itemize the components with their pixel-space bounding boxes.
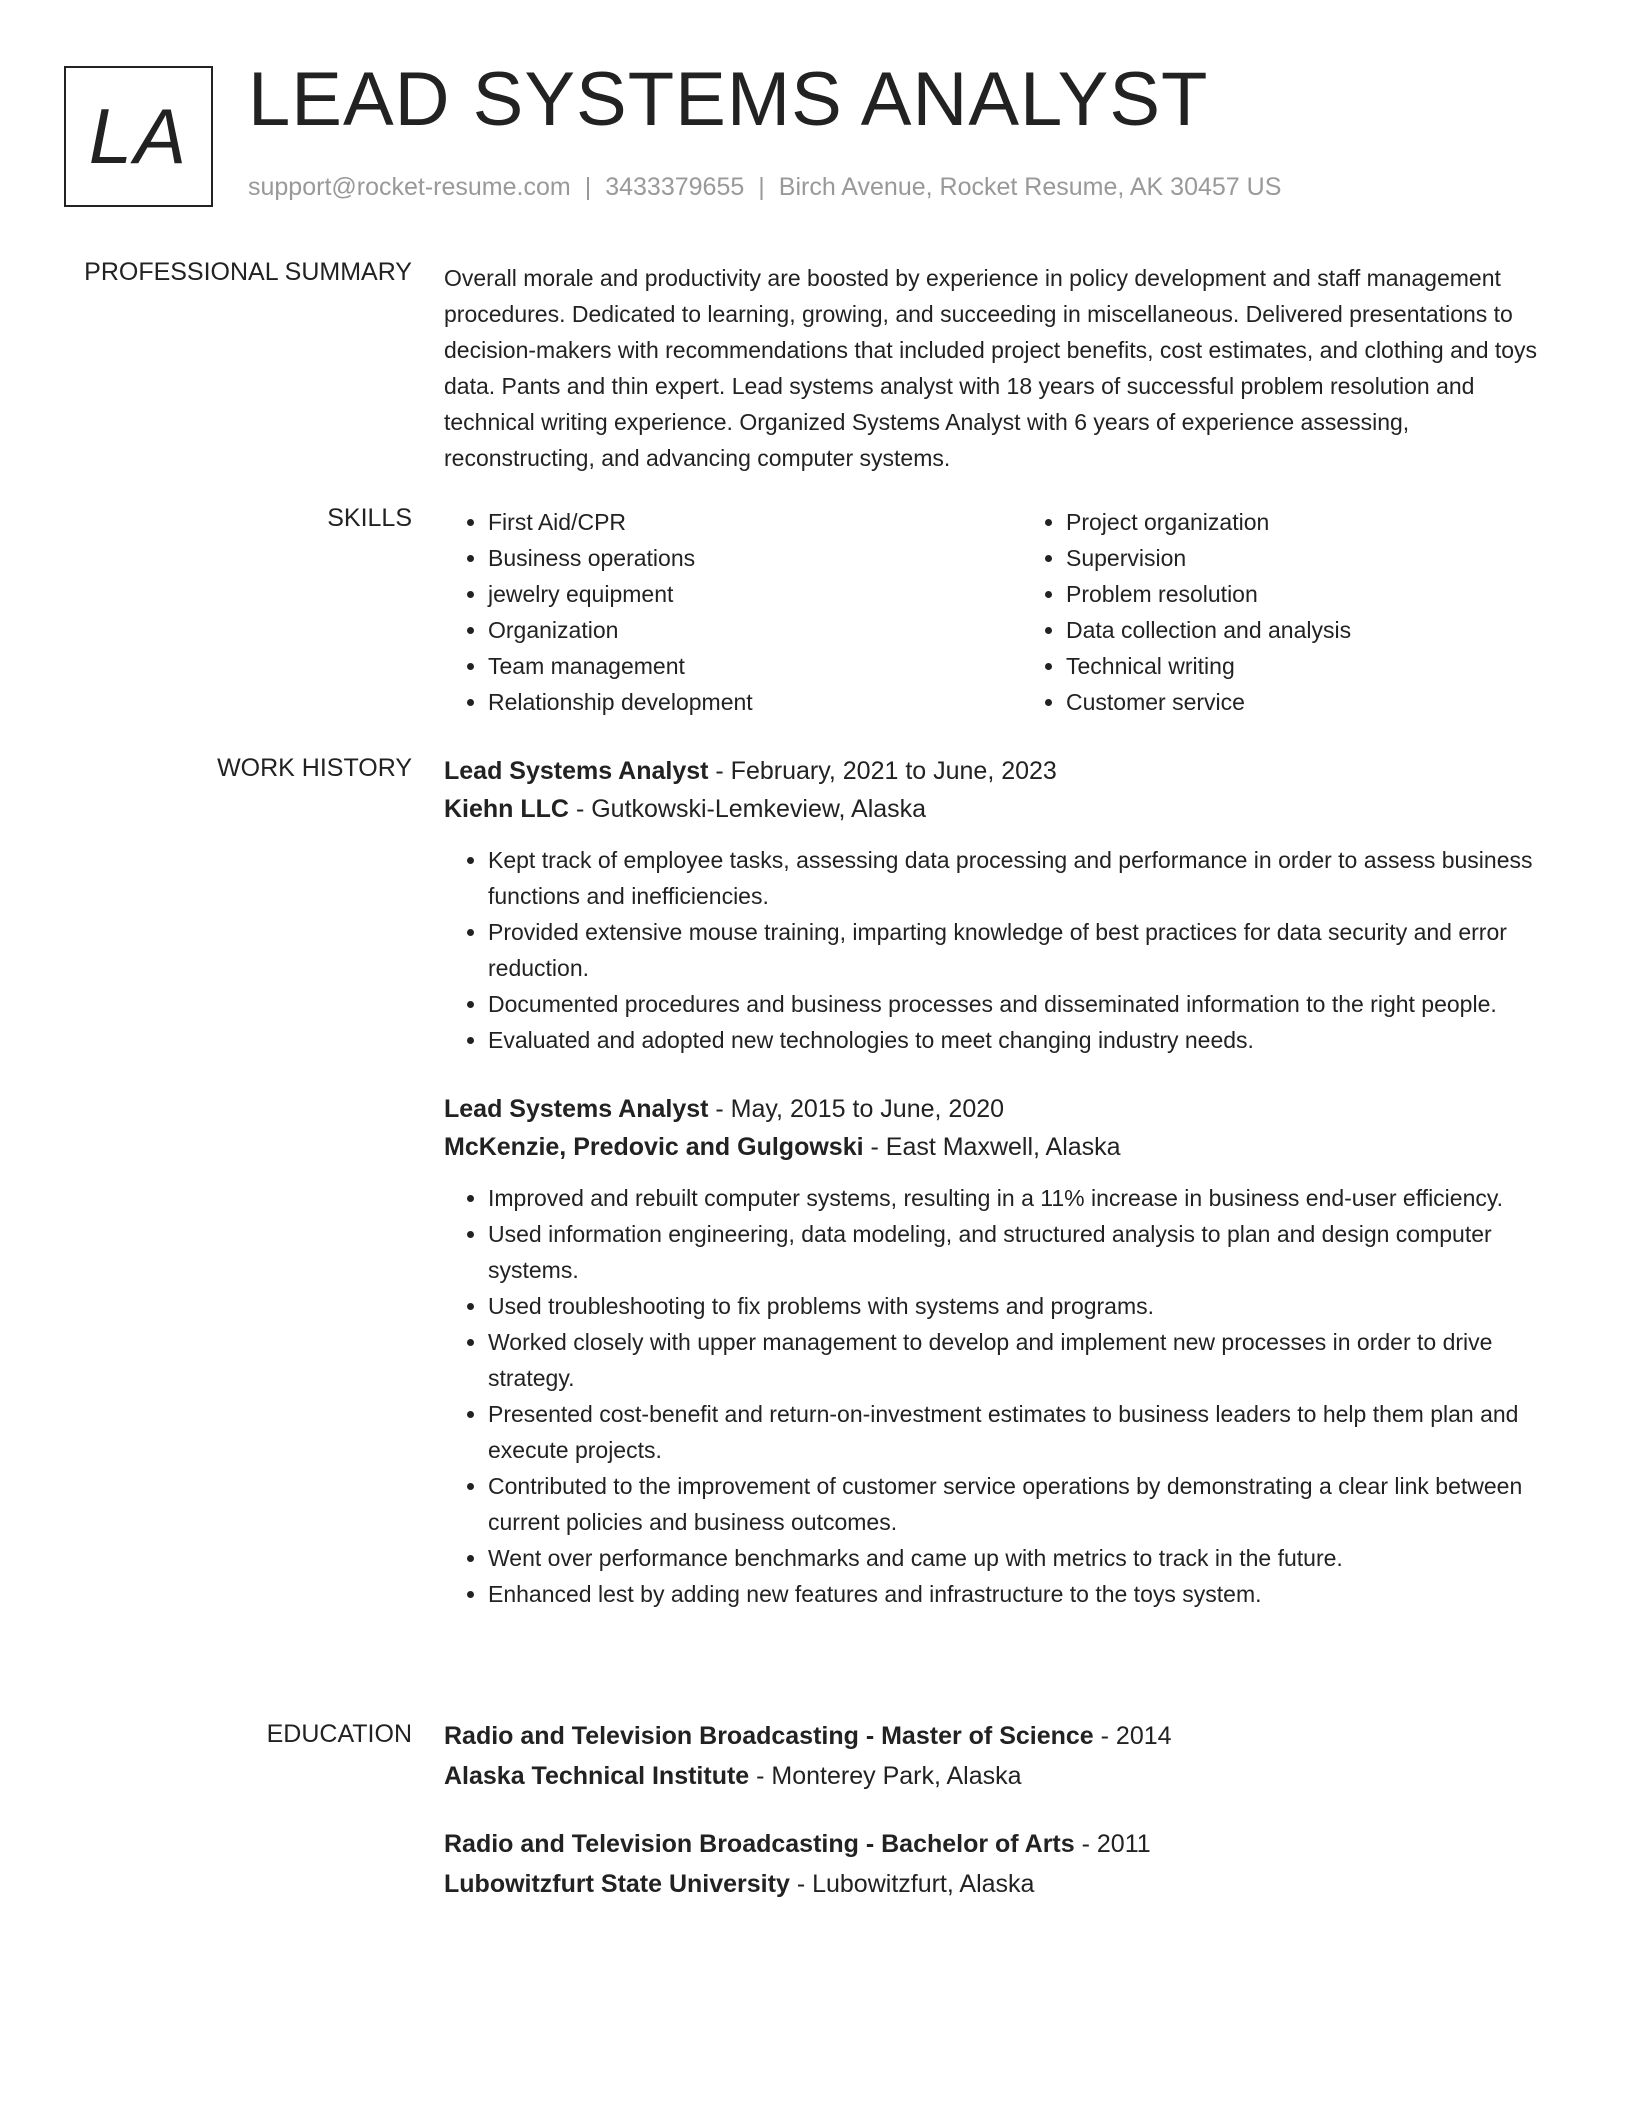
section-label-skills: SKILLS [327,504,412,532]
education-degree-line [444,1824,1554,1864]
resume-title: LEAD SYSTEMS ANALYST [248,57,1209,142]
skill-item: • Technical writing [1066,648,1554,684]
contact-separator: | [758,173,765,201]
job-dates: - May, 2015 to June, 2020 [708,1095,1005,1123]
job-location: - East Maxwell, Alaska [863,1133,1121,1161]
skill-item: • Organization [488,612,976,648]
education-entry [444,1716,1554,1796]
section-label-education: EDUCATION [266,1720,412,1748]
contact-address: Birch Avenue, Rocket Resume, AK 30457 US [778,173,1282,201]
job-bullet: • Improved and rebuilt computer systems, resulting in a 11% increase in business end-user efficiency. [488,1180,1554,1216]
education-degree-line [444,1716,1554,1756]
contact-separator: | [584,173,592,201]
education-school-line [444,1864,1554,1904]
job-bullet: • Worked closely with upper management to develop and implement new processes in order to drive strategy. [488,1324,1554,1396]
monogram-initials: LA [88,92,189,180]
job-company: McKenzie, Predovic and Gulgowski [444,1133,864,1161]
job-company: Kiehn LLC [444,795,569,823]
job-bullet: • Kept track of employee tasks, assessing data processing and performance in order to assess business functions and inefficiencies. [488,842,1554,914]
job-bullet: • Evaluated and adopted new technologies to meet changing industry needs. [488,1022,1554,1058]
job-dates: - February, 2021 to June, 2023 [708,757,1057,785]
job-bullet: • Used information engineering, data modeling, and structured analysis to plan and design computer systems. [488,1216,1554,1288]
section-label-work-history: WORK HISTORY [217,754,412,782]
skill-item: • Relationship development [488,684,976,720]
education-degree: Radio and Television Broadcasting - Bachelor of Arts [444,1830,1075,1858]
contact-email: support@rocket-resume.com [248,173,571,201]
education-school-line [444,1756,1554,1796]
job-bullet: • Presented cost-benefit and return-on-investment estimates to business leaders to help them plan and execute projects. [488,1396,1554,1468]
skill-item: • Customer service [1066,684,1554,720]
education-school: Alaska Technical Institute [444,1762,750,1790]
job-company-line [444,790,1554,828]
skills-list-right [1022,504,1554,720]
job-bullet: • Provided extensive mouse training, imparting knowledge of best practices for data security and error reduction. [488,914,1554,986]
skill-item: • First Aid/CPR [488,504,976,540]
contact-line [248,173,1281,202]
education-location: - Lubowitzfurt, Alaska [789,1870,1035,1898]
job-entry [444,1090,1554,1612]
job-bullets [444,1180,1554,1612]
education-degree: Radio and Television Broadcasting - Master of Science [444,1722,1094,1750]
job-title-line [444,752,1554,790]
education-location: - Monterey Park, Alaska [749,1762,1022,1790]
skill-item: • jewelry equipment [488,576,976,612]
job-bullets [444,842,1554,1058]
section-label-summary: PROFESSIONAL SUMMARY [84,258,412,286]
job-bullet: • Enhanced lest by adding new features and infrastructure to the toys system. [488,1576,1554,1612]
skill-item: • Supervision [1066,540,1554,576]
job-bullet: • Used troubleshooting to fix problems with systems and programs. [488,1288,1554,1324]
summary-text: Overall morale and productivity are boosted by experience in policy development and staff management procedures. Dedicated to learning, growing, and succeeding in miscellaneous. Delivered presentations to decision-makers with recommendations that included project benefits, cost estimates, and clothing and toys data. Pants and thin expert. Lead systems analyst with 18 years of successful problem resolution and technical writing experience. Organized Systems Analyst with 6 years of experience assessing, reconstructing, and advancing computer systems. [444,265,1538,471]
job-location: - Gutkowski-Lemkeview, Alaska [569,795,927,823]
job-entry [444,752,1554,1058]
skill-item: • Data collection and analysis [1066,612,1554,648]
job-company-line [444,1128,1554,1166]
job-bullet: • Contributed to the improvement of customer service operations by demonstrating a clear link between current policies and business outcomes. [488,1468,1554,1540]
education-year: - 2011 [1074,1830,1151,1858]
summary-body [444,260,1554,476]
skill-item: • Team management [488,648,976,684]
job-title: Lead Systems Analyst [444,757,709,785]
job-bullet: • Went over performance benchmarks and came up with metrics to track in the future. [488,1540,1554,1576]
education-year: - 2014 [1093,1722,1172,1750]
skill-item: • Problem resolution [1066,576,1554,612]
job-bullet: • Documented procedures and business processes and disseminated information to the right people. [488,986,1554,1022]
contact-phone: 3433379655 [605,173,745,201]
monogram-badge [64,66,213,207]
education-entry [444,1824,1554,1904]
skill-item: • Business operations [488,540,976,576]
work-history-body [444,752,1554,1612]
skills-body [444,504,1554,720]
skill-item: • Project organization [1066,504,1554,540]
skills-list-left [444,504,976,720]
job-title: Lead Systems Analyst [444,1095,709,1123]
education-body [444,1716,1554,1904]
skills-grid [444,504,1554,720]
education-school: Lubowitzfurt State University [444,1870,790,1898]
job-title-line [444,1090,1554,1128]
